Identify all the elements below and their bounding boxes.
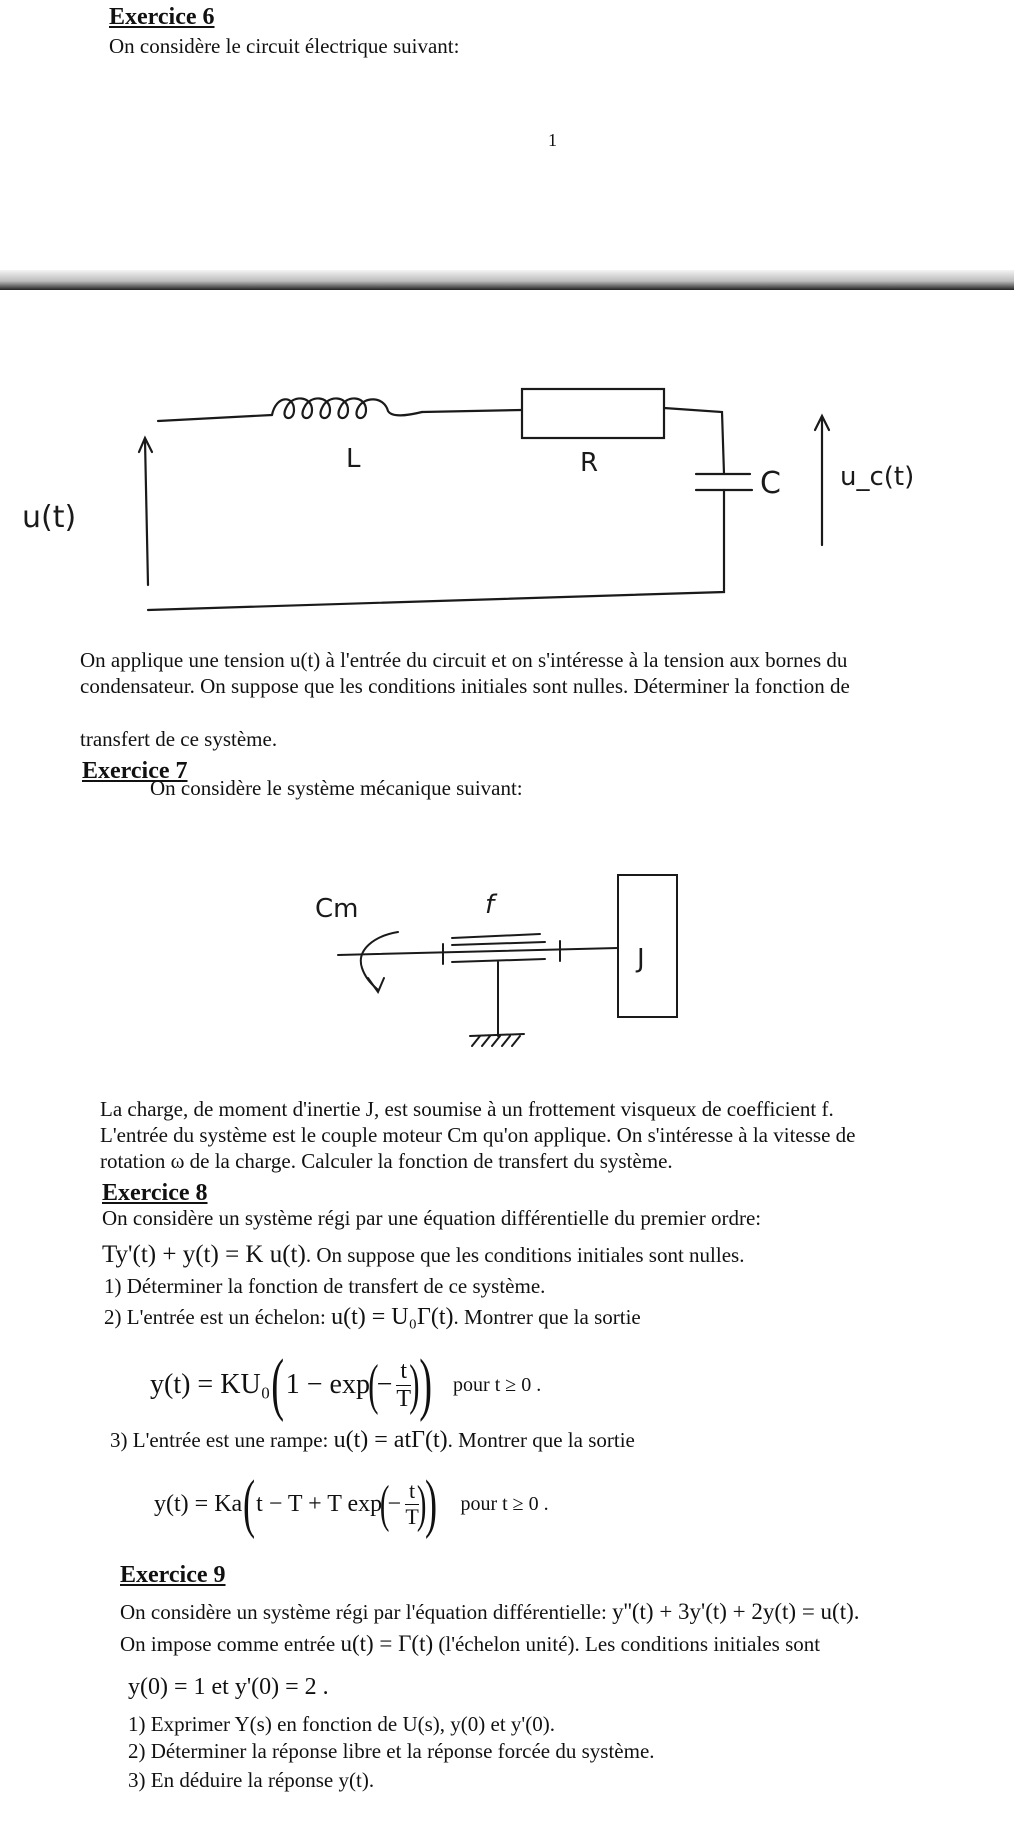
input-arrow-line <box>145 440 148 585</box>
ex8-step-condition: pour t ≥ 0 . <box>453 1373 542 1396</box>
big-paren-open-2: ( <box>243 1467 256 1540</box>
ground-hatching <box>472 1036 520 1046</box>
shaft <box>338 948 618 955</box>
input-voltage-label: u(t) <box>22 500 77 535</box>
paren-close: ) <box>409 1354 420 1416</box>
torque-arrow-head <box>368 978 384 992</box>
big-paren-close-2: ) <box>425 1467 438 1540</box>
ex8-q2-input: u(t) = U₀Γ(t) <box>331 1304 454 1330</box>
rlc-circuit <box>139 389 829 610</box>
ex6-line-1: On applique une tension u(t) à l'entrée du circuit et on s'intéresse à la tension aux bornes du <box>80 648 848 672</box>
paren-open-2: ( <box>380 1475 390 1533</box>
ex8-question-1: 1) Déterminer la fonction de transfert de ce système. <box>104 1274 546 1298</box>
page-number: 1 <box>548 130 557 150</box>
capacitor-label: C <box>760 466 781 501</box>
ex8-q3-input: u(t) = atΓ(t) <box>333 1427 448 1453</box>
ex9-line-1 <box>120 1598 860 1626</box>
ex9-question-3: 3) En déduire la réponse y(t). <box>128 1768 375 1792</box>
ex9-question-2: 2) Déterminer la réponse libre et la réponse forcée du système. <box>128 1739 655 1763</box>
ex9-line-1-text: On considère un système régi par l'équation différentielle: <box>120 1600 613 1624</box>
torque-arrow-curve <box>361 932 398 990</box>
ex8-q2-label: 2) L'entrée est un échelon: <box>104 1305 332 1329</box>
mechanical-system <box>338 875 677 1046</box>
ex9-line-2-tail: (l'échelon unité). Les conditions initiales sont <box>433 1632 821 1656</box>
ex8-formula-step <box>150 1345 541 1425</box>
damper-plate-top <box>452 934 540 938</box>
ex8-step-lhs: y(t) = KU₀ <box>150 1369 271 1400</box>
fraction-denominator-2: T <box>405 1503 419 1529</box>
torque-label: Cm <box>315 894 359 924</box>
ex8-formula-ramp <box>154 1466 549 1542</box>
fraction-numerator: t <box>396 1358 411 1385</box>
exercise-6-intro: On considère le circuit électrique suivant: <box>109 34 460 58</box>
ex7-line-1: La charge, de moment d'inertie J, est soumise à un frottement visqueux de coefficient f. <box>100 1097 834 1121</box>
ex8-q3-tail: . Montrer que la sortie <box>447 1428 635 1452</box>
ex9-differential-equation: y''(t) + 3y'(t) + 2y(t) = u(t). <box>612 1599 860 1624</box>
big-paren-close: ) <box>418 1346 432 1423</box>
ex6-line-3: transfert de ce système. <box>80 727 278 751</box>
damper-plate-top-2 <box>452 942 545 945</box>
inductor-symbol <box>272 398 422 418</box>
friction-label: f <box>485 890 495 920</box>
exercise-8-intro: On considère un système régi par une équation différentielle du premier ordre: <box>102 1206 762 1230</box>
exercise-8-title: Exercice 8 <box>102 1180 208 1206</box>
ex8-q3-label: 3) L'entrée est une rampe: <box>110 1428 334 1452</box>
ex8-equation: Ty'(t) + y(t) = K u(t) <box>102 1241 306 1268</box>
ex8-step-inner: 1 − exp <box>285 1369 370 1400</box>
ex9-initial-conditions: y(0) = 1 et y'(0) = 2 . <box>128 1674 329 1700</box>
minus-sign-2: − <box>387 1490 402 1517</box>
ex7-line-3: rotation ω de la charge. Calculer la fonction de transfert du système. <box>100 1149 673 1173</box>
fraction-denominator: T <box>396 1385 412 1412</box>
fraction-numerator-2: t <box>405 1479 419 1504</box>
paren-open: ( <box>368 1354 379 1416</box>
wire-top-right <box>664 408 724 474</box>
ex8-question-3 <box>110 1426 635 1455</box>
exercise-7-title: Exercice 7 <box>82 758 188 784</box>
ex6-line-2: condensateur. On suppose que les conditions initiales sont nulles. Déterminer la fonction de <box>80 674 850 698</box>
load-box <box>618 875 677 1017</box>
ex9-line-2-text: On impose comme entrée <box>120 1632 341 1656</box>
ex9-line-2 <box>120 1630 820 1658</box>
exercise-6-title: Exercice 6 <box>109 4 215 30</box>
ex8-question-2 <box>104 1303 641 1332</box>
ex8-ramp-lhs: y(t) = Ka <box>154 1490 243 1517</box>
ex8-q2-tail: . Montrer que la sortie <box>453 1305 641 1329</box>
ex9-question-1: 1) Exprimer Y(s) en fonction de U(s), y(0) et y'(0). <box>128 1712 555 1736</box>
ground-line <box>470 1034 524 1036</box>
resistor-symbol <box>522 389 664 438</box>
ex7-line-2: L'entrée du système est le couple moteur Cm qu'on applique. On s'intéresse à la vitesse de <box>100 1123 856 1147</box>
ex8-ramp-condition: pour t ≥ 0 . <box>460 1492 549 1515</box>
exercise-9-title: Exercice 9 <box>120 1562 226 1588</box>
inductor-label: L <box>346 444 361 474</box>
wire-top-left <box>158 415 272 421</box>
minus-sign: − <box>376 1369 393 1400</box>
big-paren-open: ( <box>271 1346 285 1423</box>
ex8-equation-note: . On suppose que les conditions initiales sont nulles. <box>305 1243 745 1267</box>
inertia-label: J <box>637 944 645 974</box>
ex8-ramp-inner: t − T + T exp <box>256 1490 383 1517</box>
output-voltage-label: u_c(t) <box>840 462 915 492</box>
ex8-equation-line <box>102 1240 744 1270</box>
wire-top-mid <box>422 410 522 412</box>
wire-bottom <box>148 490 724 610</box>
ex9-input-equation: u(t) = Γ(t) <box>340 1631 434 1656</box>
exercise-7-intro: On considère le système mécanique suivant: <box>150 776 523 800</box>
resistor-label: R <box>580 448 599 478</box>
paren-close-2: ) <box>417 1475 427 1533</box>
